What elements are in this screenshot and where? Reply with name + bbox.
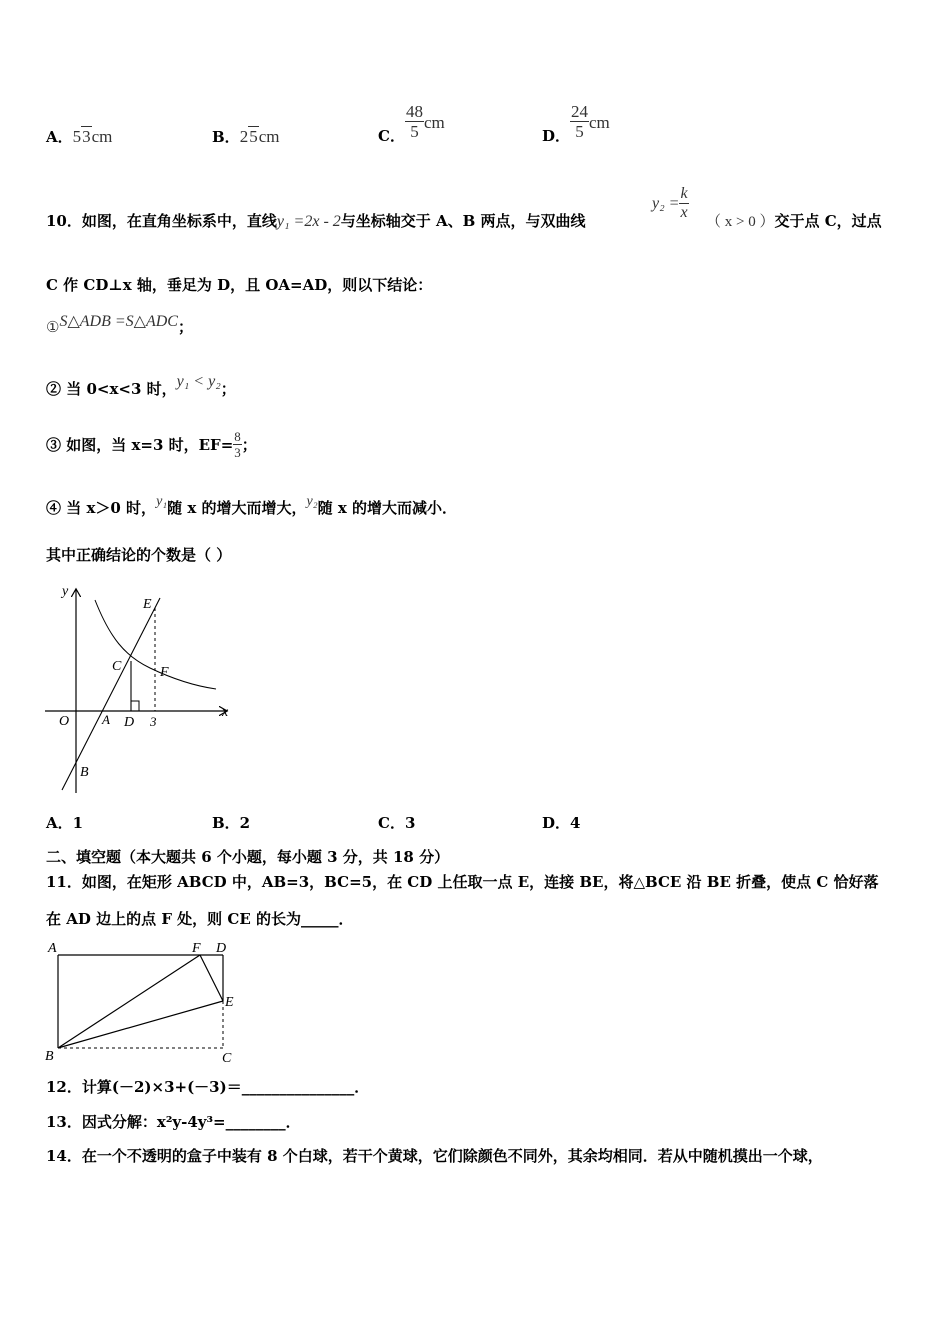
label-y: y <box>62 584 69 599</box>
label-b: B <box>80 765 89 780</box>
label-c: C <box>222 1051 232 1065</box>
q10-conclusion-2: ② 当 0<x<3 时，y₁ < y₂； <box>46 373 236 398</box>
label-x: x <box>222 705 229 720</box>
q9-option-d: D． $\frac{24}{5}$ cm <box>542 102 610 145</box>
segment-be <box>58 1001 223 1048</box>
q10-graph <box>40 578 240 798</box>
label-3: 3 <box>150 714 157 729</box>
label-e: E <box>143 597 152 612</box>
right-angle-mark <box>131 701 139 711</box>
q9-option-c: C． $\frac{48}{5}$ cm <box>378 102 445 145</box>
label-e: E <box>225 995 234 1010</box>
q10-conclusion-3: ③ 如图，当 x=3 时，EF= $\frac{8}{3}$ ； <box>46 429 257 460</box>
q12: 12．计算(－2)×3+(－3)＝_______________． <box>46 1078 370 1096</box>
label-f: F <box>192 941 201 956</box>
q10-option-c: C．3 <box>378 814 416 832</box>
label-d: D <box>124 715 135 730</box>
q10-line2: C 作 CD⊥x 轴，垂足为 D，且 OA=AD，则以下结论： <box>46 276 433 294</box>
q10-line1: 10．如图，在直角坐标系中，直线y₁ =2x - 2与坐标轴交于 A、B 两点，与双曲线 <box>46 212 586 230</box>
q11-line2: 在 AD 边上的点 F 处，则 CE 的长为_____． <box>46 910 354 928</box>
q10-option-b: B．2 <box>212 814 251 832</box>
label-a: A <box>102 712 110 727</box>
q10-question: 其中正确结论的个数是（ ） <box>46 546 232 564</box>
label-b: B <box>45 1049 54 1064</box>
line-y1 <box>62 598 160 790</box>
q10-conclusion-4: ④ 当 x＞0 时，y₁随 x 的增大而增大，y₂随 x 的增大而减小． <box>46 494 458 517</box>
segment-bf <box>58 955 200 1048</box>
segment-fe <box>200 955 223 1001</box>
q10-hyperbola-eq: y₂ = $\frac{k}{x}$ <box>652 185 688 221</box>
section-2-title: 二、填空题（本大题共 6 个小题，每小题 3 分，共 18 分） <box>46 848 450 866</box>
q14: 14．在一个不透明的盒子中装有 8 个白球，若干个黄球，它们除颜色不同外，其余均相同．若从中随机摸出一个球， <box>46 1147 823 1165</box>
q9-option-b: B．25cm <box>212 127 280 146</box>
q10-option-a: A．1 <box>46 814 84 832</box>
q13: 13．因式分解：x²y-4y³=________． <box>46 1113 301 1131</box>
q10-option-d: D．4 <box>542 814 581 832</box>
label-d: D <box>216 941 227 956</box>
q11-line1: 11．如图，在矩形 ABCD 中，AB=3，BC=5，在 CD 上任取一点 E，连接 BE，将△BCE 沿 BE 折叠，使点 C 恰好落 <box>46 873 879 891</box>
q9-option-a: A．53cm <box>46 127 113 146</box>
label-a: A <box>48 941 57 956</box>
label-f: F <box>160 665 169 680</box>
q11-figure <box>40 935 245 1065</box>
q10-line1-end: （ x > 0 ）交于点 C，过点 <box>706 212 882 230</box>
label-c: C <box>112 659 122 674</box>
label-o: O <box>59 714 70 729</box>
q10-conclusion-1: ①S△ADB =S△ADC； <box>46 313 193 336</box>
